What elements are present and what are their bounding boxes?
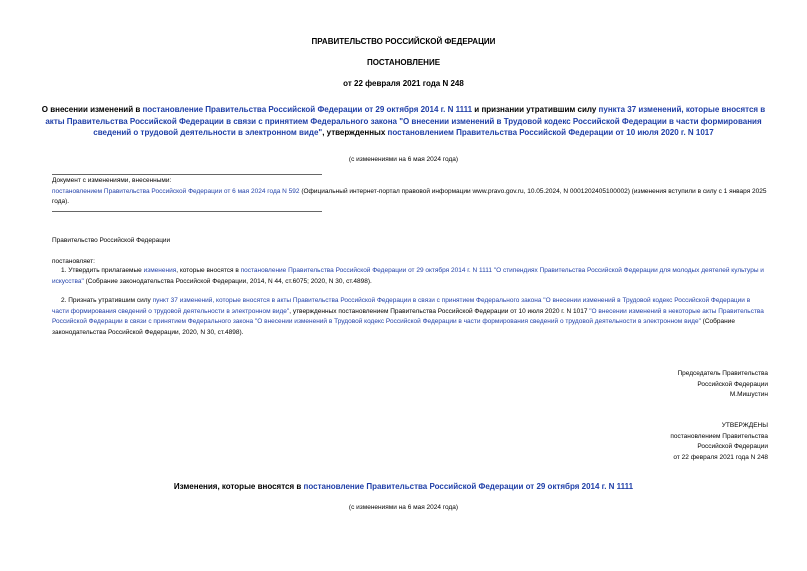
title-text-1: О внесении изменений в: [41, 105, 143, 114]
changes-body: [52, 187, 768, 208]
divider-bottom: [52, 211, 322, 212]
paragraph-1: [52, 266, 768, 287]
title-link-resolution-1017[interactable]: постановлением Правительства Российской Федерации от 10 июля 2020 г. N 1017: [387, 128, 714, 137]
p1-text-a: 1. Утвердить прилагаемые: [61, 267, 144, 274]
signature-block: [677, 369, 768, 401]
p2-text-a: 2. Признать утратившим силу: [61, 297, 153, 304]
changes-title-text: Изменения, которые вносятся в: [173, 482, 304, 491]
government-heading: ПРАВИТЕЛЬСТВО РОССИЙСКОЙ ФЕДЕРАЦИИ: [311, 37, 496, 46]
approval-block: [670, 421, 768, 463]
p1-link-resolution-1111[interactable]: постановление Правительства Российской Федерации от 29 октября 2014 г. N 1111 "О стипендиях Правительства Российской Федерации для молодых деятелей культуры и искусства": [52, 267, 764, 285]
p2-link-item-37[interactable]: пункт 37 изменений, которые вносятся в акты Правительства Российской Федерации в связи с принятием Федерального закона "О внесении изменений в Трудовой кодекс Российской Федерации в части формирования сведений о трудовой деятельности в электронном виде": [52, 297, 751, 315]
approval-line-2: постановлением Правительства: [670, 432, 768, 440]
changes-text: (Официальный интернет-портал правовой информации www.pravo.gov.ru, 10.05.2024, N 0001202405100002) (изменения вступили в силу с 1 января 2025 года).: [52, 187, 767, 205]
p2-text-c: (Собрание законодательства Российской Федерации, 2020, N 30, ст.4898).: [52, 318, 735, 336]
p2-text-b: , утвержденных постановлением Правительства Российской Федерации от 10 июля 2020 г. N 1017: [289, 307, 590, 315]
title-link-resolution-1111[interactable]: постановление Правительства Российской Федерации от 29 октября 2014 г. N 1111: [142, 105, 473, 114]
document-title: [40, 104, 767, 139]
title-link-item-37[interactable]: пункта 37 изменений, которые вносятся в акты Правительства Российской Федерации в связи с принятием Федерального закона "О внесении изменений в Трудовой кодекс Российской Федерации в части формирования сведений о трудовой деятельности в электронном виде": [45, 105, 766, 137]
title-text-3: , утвержденных: [322, 128, 388, 137]
p1-text-b: , которые вносятся в: [176, 267, 241, 274]
changes-heading: Документ с изменениями, внесенными:: [52, 177, 172, 184]
paragraph-2: [52, 296, 768, 338]
changes-link-592[interactable]: постановлением Правительства Российской Федерации от 6 мая 2024 года N 592: [52, 187, 300, 195]
approval-line-3: Российской Федерации: [697, 443, 768, 450]
edition-note: (с изменениями на 6 мая 2024 года): [348, 156, 459, 163]
p2-link-resolution-1017[interactable]: "О внесении изменений в некоторые акты Правительства Российской Федерации в связи с принятием Федерального закона "О внесении изменений в Трудовой кодекс Российской Федерации в части формирования сведений о трудовой деятельности в электронном виде": [52, 307, 764, 325]
p1-link-changes[interactable]: изменения: [143, 267, 177, 274]
document-type: ПОСТАНОВЛЕНИЕ: [366, 58, 441, 67]
title-text-2: и признании утратившим силу: [472, 105, 599, 114]
signature-name: М.Мишустин: [729, 391, 768, 398]
government-name: Правительство Российской Федерации: [52, 237, 171, 244]
signature-position: Председатель Правительства: [677, 370, 768, 377]
document-date-number: от 22 февраля 2021 года N 248: [343, 79, 464, 88]
approval-line-1: УТВЕРЖДЕНЫ: [721, 422, 768, 429]
resolves-label: постановляет:: [52, 258, 95, 265]
changes-title: [0, 482, 807, 492]
p1-text-c: (Собрание законодательства Российской Федерации, 2014, N 44, ст.6075; 2020, N 30, ст.4898).: [83, 277, 372, 285]
approval-line-4: от 22 февраля 2021 года N 248: [673, 453, 768, 461]
signature-country: Российской Федерации: [697, 380, 768, 388]
edition-note-2: (с изменениями на 6 мая 2024 года): [348, 504, 459, 511]
divider-top: [52, 174, 322, 175]
changes-box: [52, 176, 768, 208]
changes-title-link-1111[interactable]: постановление Правительства Российской Федерации от 29 октября 2014 г. N 1111: [303, 482, 634, 491]
